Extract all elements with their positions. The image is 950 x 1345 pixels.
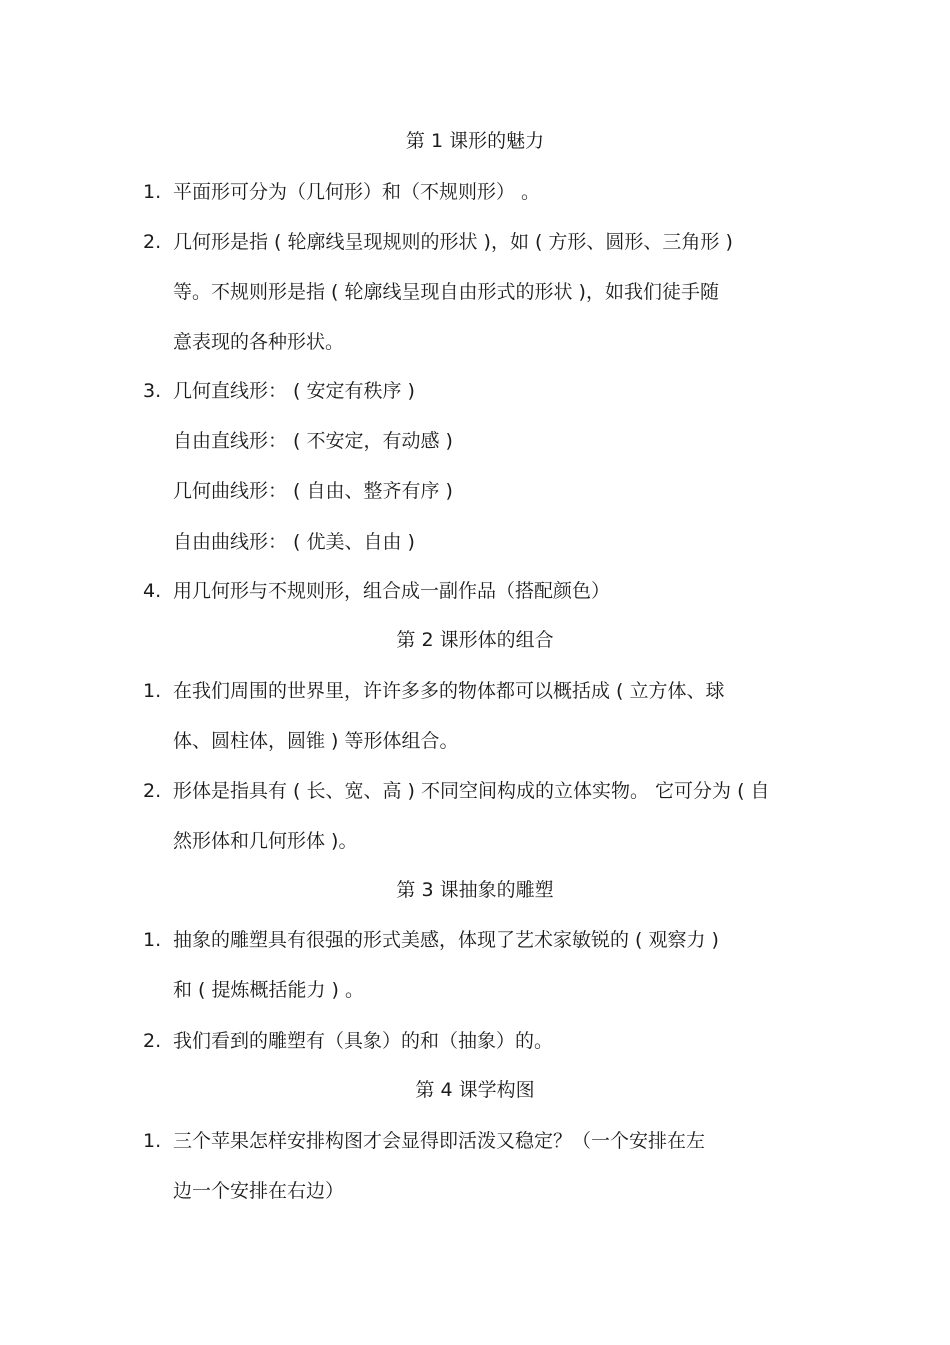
lesson-3-item-1-number: 1.	[143, 929, 162, 951]
lesson-3-item-1-text-line-2: 和 ( 提炼概括能力 ) 。	[173, 979, 364, 1001]
lesson-1-item-3-text-line-4: 自由曲线形： ( 优美、自由 )	[173, 531, 415, 553]
lesson-4-item-1-text-line-1: 三个苹果怎样安排构图才会显得即活泼又稳定？（一个安排在左	[173, 1130, 706, 1152]
lesson-4-title: 第 4 课学构图	[415, 1079, 535, 1101]
lesson-1-item-2-text-line-1: 几何形是指 ( 轮廓线呈现规则的形状 )，如 ( 方形、圆形、三角形 )	[173, 231, 733, 253]
lesson-1-item-1-number: 1.	[143, 181, 162, 203]
lesson-1-item-2-number: 2.	[143, 231, 162, 253]
lesson-4-item-1-number: 1.	[143, 1130, 162, 1152]
lesson-3-item-2-number: 2.	[143, 1030, 162, 1052]
lesson-3-item-2-text: 我们看到的雕塑有（具象）的和（抽象）的。	[173, 1030, 554, 1052]
lesson-1-item-4-number: 4.	[143, 580, 162, 602]
lesson-1-item-3-number: 3.	[143, 380, 162, 402]
lesson-3-title: 第 3 课抽象的雕塑	[396, 879, 554, 901]
lesson-2-title: 第 2 课形体的组合	[396, 629, 554, 651]
lesson-4-item-1-text-line-2: 边一个安排在右边）	[173, 1180, 345, 1202]
lesson-2-item-2-text-line-2: 然形体和几何形体 )。	[173, 830, 358, 852]
lesson-1-item-3-text-line-3: 几何曲线形： ( 自由、整齐有序 )	[173, 480, 453, 502]
lesson-1-item-2-text-line-2: 等。不规则形是指 ( 轮廓线呈现自由形式的形状 )，如我们徒手随	[173, 281, 719, 303]
lesson-2-item-1-text-line-2: 体、圆柱体，圆锥 ) 等形体组合。	[173, 730, 459, 752]
lesson-1-item-3-text-line-1: 几何直线形： ( 安定有秩序 )	[173, 380, 415, 402]
lesson-1-item-3-text-line-2: 自由直线形： ( 不安定，有动感 )	[173, 430, 453, 452]
lesson-1-item-2-text-line-3: 意表现的各种形状。	[173, 331, 345, 353]
lesson-2-item-1-number: 1.	[143, 680, 162, 702]
lesson-1-title: 第 1 课形的魅力	[405, 130, 545, 152]
lesson-2-item-2-number: 2.	[143, 780, 162, 802]
lesson-1-item-4-text: 用几何形与不规则形，组合成一副作品（搭配颜色）	[173, 580, 611, 602]
lesson-3-item-1-text-line-1: 抽象的雕塑具有很强的形式美感，体现了艺术家敏锐的 ( 观察力 )	[173, 929, 719, 951]
lesson-2-item-2-text-line-1: 形体是指具有 ( 长、宽、高 ) 不同空间构成的立体实物。 它可分为 ( 自	[173, 780, 770, 802]
lesson-2-item-1-text-line-1: 在我们周围的世界里，许许多多的物体都可以概括成 ( 立方体、球	[173, 680, 725, 702]
lesson-1-item-1-text: 平面形可分为（几何形）和（不规则形） 。	[173, 181, 541, 203]
